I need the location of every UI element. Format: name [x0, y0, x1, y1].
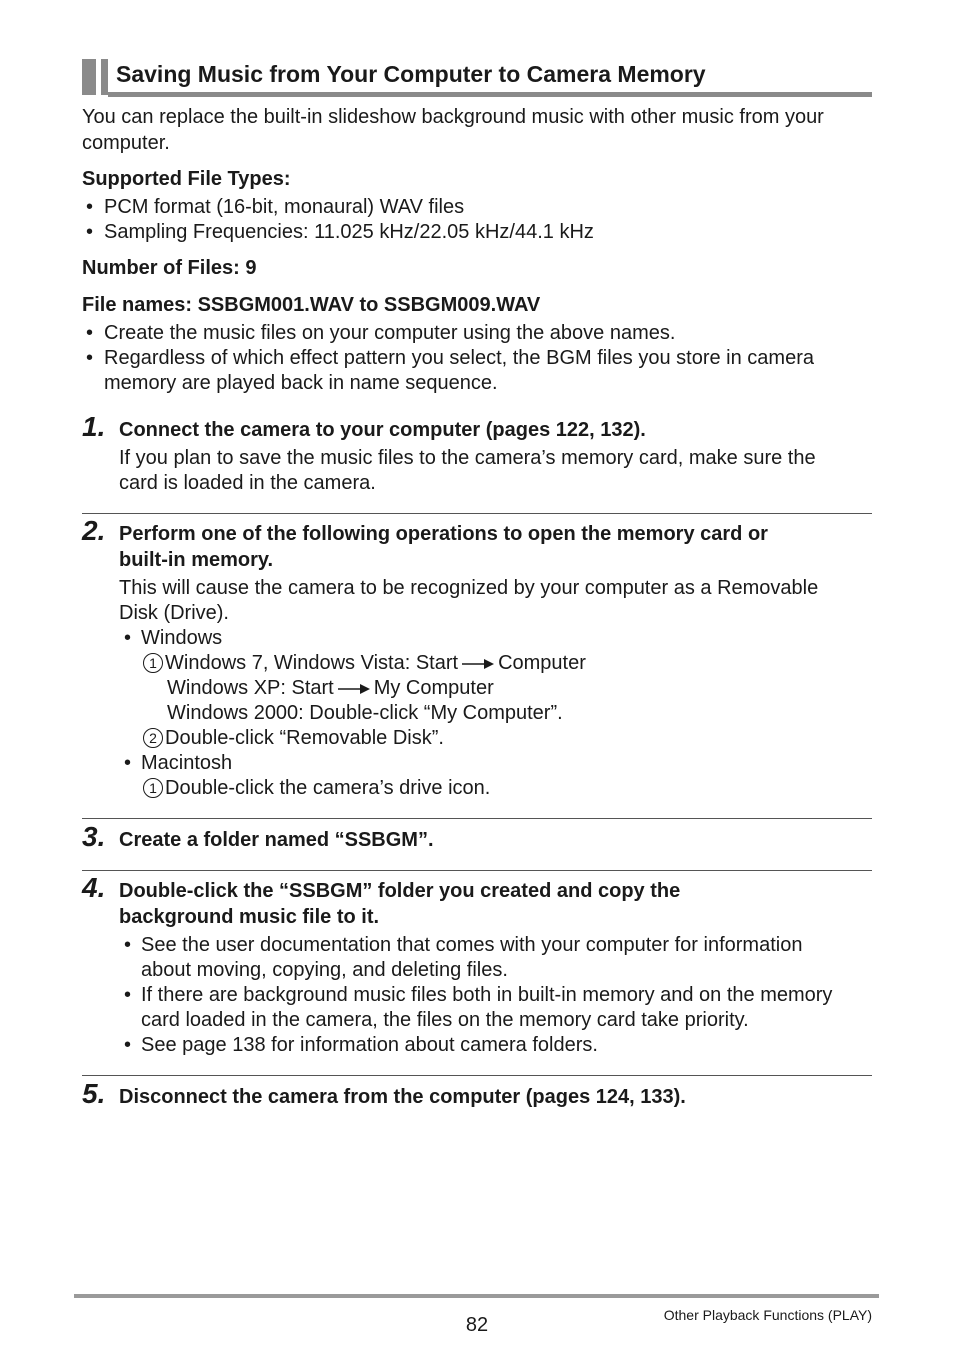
step-divider — [82, 818, 872, 819]
number-of-files: Number of Files: 9 — [82, 257, 257, 279]
step-number: 2. — [82, 515, 106, 546]
list-item-continued: about moving, copying, and deleting files. — [141, 959, 508, 981]
arrow-right-icon — [338, 683, 370, 695]
bullet-dot: • — [124, 984, 132, 1006]
section-name: Other Playback Functions (PLAY) — [663, 1307, 872, 1323]
windows-line-2: Windows XP: Start My Computer — [167, 677, 494, 699]
list-item: See page 138 for information about camera folders. — [141, 1034, 598, 1056]
supported-types-title: Supported File Types: — [82, 168, 291, 190]
bullet-dot: • — [86, 196, 94, 218]
bullet-dot: • — [86, 221, 94, 243]
section-heading — [82, 59, 872, 97]
heading-bar-decoration — [101, 59, 108, 95]
windows-line-1: 1 Windows 7, Windows Vista: Start Computer — [143, 651, 586, 676]
step-body: This will cause the camera to be recognized by your computer as a Removable — [119, 577, 819, 599]
list-item: Create the music files on your computer using the above names. — [104, 322, 676, 344]
step-title: Disconnect the camera from the computer (pages 124, 133). — [119, 1086, 686, 1108]
bullet-dot: • — [124, 627, 132, 649]
step-divider — [82, 870, 872, 871]
step-title: background music file to it. — [119, 906, 380, 928]
os-label-windows: Windows — [141, 627, 223, 649]
step-body: If you plan to save the music files to the camera’s memory card, make sure the — [119, 447, 816, 469]
circled-number-2: 2 — [143, 728, 163, 748]
circled-number-1: 1 — [143, 653, 163, 673]
page-title: Saving Music from Your Computer to Camera Memory — [116, 61, 706, 87]
step-title: Connect the camera to your computer (pages 122, 132). — [119, 419, 646, 441]
step-number: 1. — [82, 411, 106, 442]
windows-line-4: 2 Double-click “Removable Disk”. — [143, 726, 444, 751]
intro-line: You can replace the built-in slideshow background music with other music from your — [82, 106, 824, 128]
page-number: 82 — [465, 1314, 489, 1336]
bullet-dot: • — [124, 1034, 132, 1056]
os-label-macintosh: Macintosh — [141, 752, 233, 774]
step-title: Double-click the “SSBGM” folder you created and copy the — [119, 880, 681, 902]
arrow-right-icon — [462, 658, 494, 670]
step-body: card is loaded in the camera. — [119, 472, 376, 494]
step-title: Perform one of the following operations to open the memory card or — [119, 523, 768, 545]
list-item: See the user documentation that comes with your computer for information — [141, 934, 803, 956]
list-item: PCM format (16-bit, monaural) WAV files — [104, 196, 465, 218]
file-names-title: File names: SSBGM001.WAV to SSBGM009.WAV — [82, 294, 541, 316]
heading-bar-decoration — [82, 59, 96, 95]
list-item: If there are background music files both in built-in memory and on the memory — [141, 984, 833, 1006]
list-item: Regardless of which effect pattern you select, the BGM files you store in camera — [104, 347, 814, 369]
step-divider — [82, 513, 872, 514]
mac-line-1: 1 Double-click the camera’s drive icon. — [143, 776, 490, 801]
step-divider — [82, 1075, 872, 1076]
step-body: Disk (Drive). — [119, 602, 229, 624]
windows-line-3: Windows 2000: Double-click “My Computer”. — [167, 702, 563, 724]
circled-number-1: 1 — [143, 778, 163, 798]
list-item-continued: memory are played back in name sequence. — [104, 372, 498, 394]
step-number: 3. — [82, 821, 106, 852]
footer-rule — [74, 1294, 879, 1298]
step-number: 4. — [82, 872, 106, 903]
bullet-dot: • — [124, 752, 132, 774]
intro-line: computer. — [82, 132, 170, 154]
bullet-dot: • — [86, 322, 94, 344]
heading-underline — [108, 92, 872, 97]
list-item: Sampling Frequencies: 11.025 kHz/22.05 kHz/44.1 kHz — [104, 221, 594, 243]
step-number: 5. — [82, 1078, 106, 1109]
step-title: built-in memory. — [119, 549, 274, 571]
step-title: Create a folder named “SSBGM”. — [119, 829, 434, 851]
list-item-continued: card loaded in the camera, the files on the memory card take priority. — [141, 1009, 749, 1031]
bullet-dot: • — [86, 347, 94, 369]
bullet-dot: • — [124, 934, 132, 956]
